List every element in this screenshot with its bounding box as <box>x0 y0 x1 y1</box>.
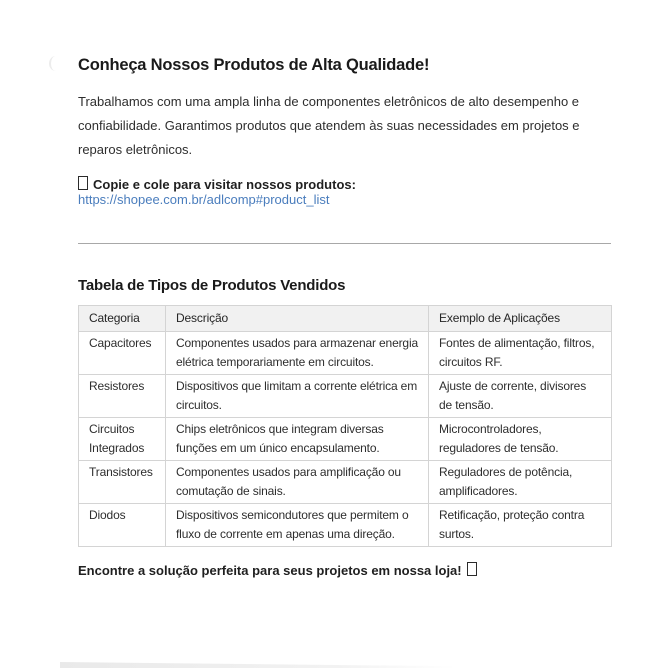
cell-categoria: Diodos <box>79 504 166 547</box>
page-margin-artifact <box>49 56 62 71</box>
cell-aplicacoes: Reguladores de potência, amplificadores. <box>429 461 612 504</box>
section-divider <box>78 243 611 244</box>
header-categoria: Categoria <box>79 306 166 332</box>
cell-categoria: Circuitos Integrados <box>79 418 166 461</box>
table-row <box>79 375 612 418</box>
header-aplicacoes: Exemplo de Aplicações <box>429 306 612 332</box>
document-content <box>78 0 611 578</box>
cell-descricao: Componentes usados para armazenar energia elétrica temporariamente em circuitos. <box>166 332 429 375</box>
table-section-title: Tabela de Tipos de Produtos Vendidos <box>78 277 346 294</box>
cell-categoria: Transistores <box>79 461 166 504</box>
cell-categoria: Resistores <box>79 375 166 418</box>
cell-descricao: Dispositivos que limitam a corrente elétrica em circuitos. <box>166 375 429 418</box>
cell-descricao: Dispositivos semicondutores que permitem o fluxo de corrente em apenas uma direção. <box>166 504 429 547</box>
intro-paragraph: Trabalhamos com uma ampla linha de componentes eletrônicos de alto desempenho e confiabilidade. Garantimos produtos que atendem às suas necessidades em projetos e reparos eletrônicos. <box>78 94 580 157</box>
missing-emoji-icon <box>78 176 88 190</box>
table-row <box>79 332 612 375</box>
cell-aplicacoes: Fontes de alimentação, filtros, circuitos RF. <box>429 332 612 375</box>
cta-line <box>78 176 611 207</box>
footer-text: Encontre a solução perfeita para seus projetos em nossa loja! <box>78 563 462 578</box>
page-bottom-edge-shadow <box>60 660 456 668</box>
products-table <box>78 305 612 547</box>
cell-categoria: Capacitores <box>79 332 166 375</box>
table-row <box>79 504 612 547</box>
table-row <box>79 461 612 504</box>
missing-emoji-icon <box>467 562 477 576</box>
table-header-row <box>79 306 612 332</box>
cell-aplicacoes: Ajuste de corrente, divisores de tensão. <box>429 375 612 418</box>
footer-line <box>78 562 611 578</box>
cta-label: Copie e cole para visitar nossos produtos: <box>93 177 356 192</box>
header-descricao: Descrição <box>166 306 429 332</box>
shop-link[interactable]: https://shopee.com.br/adlcomp#product_list <box>78 192 330 207</box>
cell-aplicacoes: Microcontroladores, reguladores de tensão. <box>429 418 612 461</box>
cell-descricao: Chips eletrônicos que integram diversas funções em um único encapsulamento. <box>166 418 429 461</box>
intro-title: Conheça Nossos Produtos de Alta Qualidade! <box>78 56 430 74</box>
cell-aplicacoes: Retificação, proteção contra surtos. <box>429 504 612 547</box>
cell-descricao: Componentes usados para amplificação ou comutação de sinais. <box>166 461 429 504</box>
table-row <box>79 418 612 461</box>
